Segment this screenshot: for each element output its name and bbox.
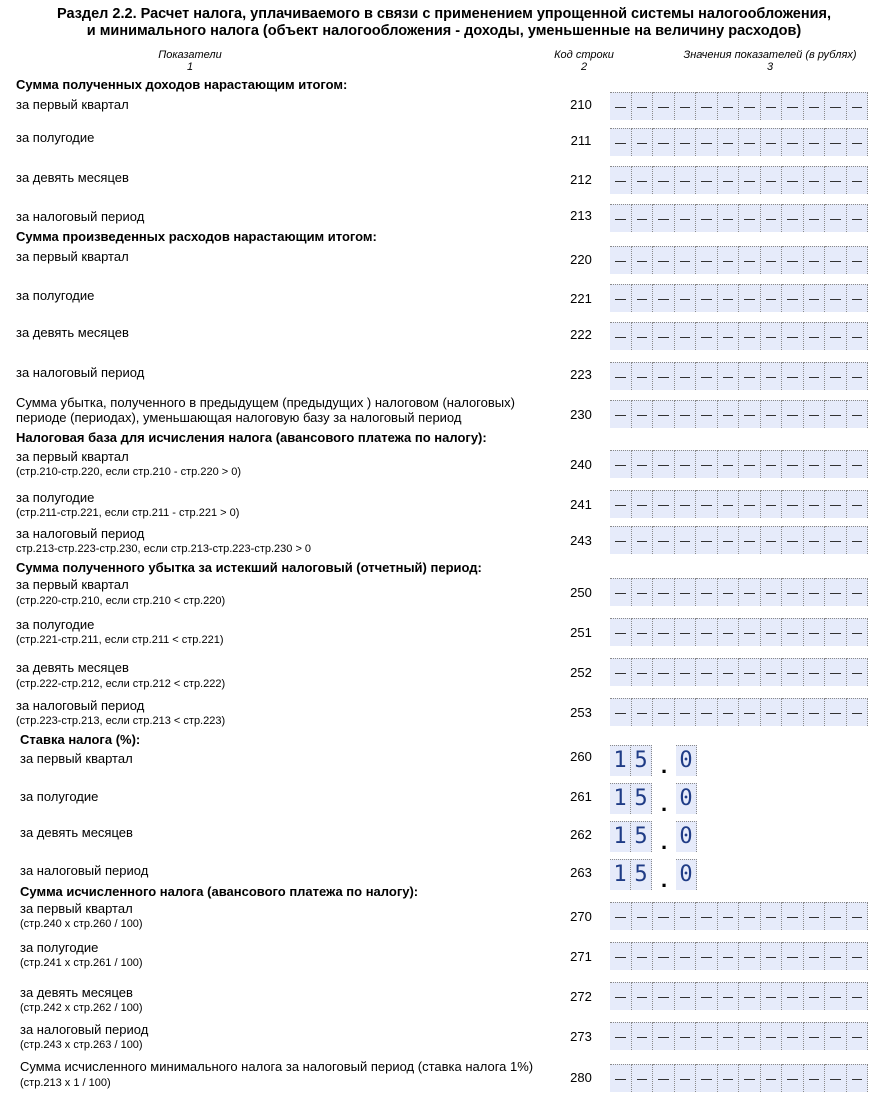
row-code: 210 — [570, 97, 592, 112]
value-field-210[interactable] — [610, 92, 868, 120]
column-header-values: Значения показателей (в рублях) 3 — [683, 49, 857, 73]
section-rate-heading: Ставка налога (%): — [20, 732, 141, 747]
row-label: за первый квартал — [16, 97, 129, 112]
row-formula: (стр.223-стр.213, если стр.213 < стр.223) — [16, 715, 226, 727]
row-label: за полугодие — [16, 617, 95, 632]
section-expenses-heading: Сумма произведенных расходов нарастающим итогом: — [16, 229, 377, 244]
row-formula: (стр.221-стр.211, если стр.211 < стр.221) — [16, 634, 224, 646]
row-code: 260 — [570, 749, 592, 764]
row-code: 212 — [570, 172, 592, 187]
row-label: за налоговый период — [16, 365, 145, 380]
row-label: за налоговый период — [20, 1022, 149, 1037]
row-code: 220 — [570, 252, 592, 267]
row-label: за первый квартал — [16, 577, 129, 592]
row-formula: (стр.240 х стр.260 / 100) — [20, 918, 143, 930]
value-field-230[interactable] — [610, 400, 868, 428]
section-income-heading: Сумма полученных доходов нарастающим итогом: — [16, 77, 348, 92]
decimal-point: . — [660, 829, 668, 854]
tax-rate-field-263[interactable] — [610, 858, 697, 890]
row-label: за налоговый период — [16, 209, 145, 224]
rate-digit: 0 — [676, 745, 697, 776]
section-title-line2: и минимального налога (объект налогообложения - доходы, уменьшенные на величину расходов) — [86, 23, 802, 39]
row-label: за первый квартал — [20, 901, 133, 916]
value-field-220[interactable] — [610, 246, 868, 274]
row-formula: (стр.211-стр.221, если стр.211 - стр.221 > 0) — [16, 507, 240, 519]
row-label: за первый квартал — [16, 449, 129, 464]
row-formula: (стр.222-стр.212, если стр.212 < стр.222) — [16, 678, 226, 690]
row-label: за девять месяцев — [16, 325, 129, 340]
value-field-222[interactable] — [610, 322, 868, 350]
rate-digit: 0 — [676, 783, 697, 814]
section-tax-base-heading: Налоговая база для исчисления налога (авансового платежа по налогу): — [16, 430, 487, 445]
row-code: 262 — [570, 827, 592, 842]
row-label: Сумма исчисленного минимального налога за налоговый период (ставка налога 1%) — [20, 1059, 534, 1074]
row-label: Сумма убытка, полученного в предыдущем (предыдущих ) налоговом (налоговых) — [16, 395, 515, 410]
value-field-221[interactable] — [610, 284, 868, 312]
row-code: 261 — [570, 789, 592, 804]
value-field-251[interactable] — [610, 618, 868, 646]
row-label: за полугодие — [16, 288, 95, 303]
row-code: 252 — [570, 665, 592, 680]
row-code: 273 — [570, 1029, 592, 1044]
rate-digit: 5 — [631, 783, 652, 814]
row-formula: (стр.243 х стр.263 / 100) — [20, 1039, 143, 1051]
rate-digit: 1 — [610, 821, 631, 852]
row-code: 271 — [570, 949, 592, 964]
row-label: за полугодие — [16, 490, 95, 505]
row-label: за первый квартал — [20, 751, 133, 766]
value-field-252[interactable] — [610, 658, 868, 686]
rate-digit: 5 — [631, 745, 652, 776]
row-formula: стр.213-стр.223-стр.230, если стр.213-стр.223-стр.230 > 0 — [16, 543, 312, 555]
rate-digit: 0 — [676, 821, 697, 852]
rate-digit: 0 — [676, 859, 697, 890]
row-code: 272 — [570, 989, 592, 1004]
row-label: за полугодие — [16, 130, 95, 145]
row-code: 250 — [570, 585, 592, 600]
section-tax-heading: Сумма исчисленного налога (авансового платежа по налогу): — [20, 884, 419, 899]
value-field-253[interactable] — [610, 698, 868, 726]
section-loss-heading: Сумма полученного убытка за истекший налоговый (отчетный) период: — [16, 560, 482, 575]
decimal-point: . — [660, 791, 668, 816]
value-field-241[interactable] — [610, 490, 868, 518]
row-formula: (стр.242 х стр.262 / 100) — [20, 1002, 143, 1014]
row-code: 251 — [570, 625, 592, 640]
row-label-continued: периоде (периодах), уменьшающая налоговую базу за налоговый период — [16, 410, 462, 425]
row-label: за полугодие — [20, 940, 99, 955]
row-code: 223 — [570, 367, 592, 382]
row-label: за полугодие — [20, 789, 99, 804]
tax-rate-field-261[interactable] — [610, 782, 697, 814]
row-code: 222 — [570, 327, 592, 342]
row-label: за налоговый период — [16, 698, 145, 713]
value-field-213[interactable] — [610, 204, 868, 232]
tax-rate-field-260[interactable] — [610, 744, 697, 776]
value-field-240[interactable] — [610, 450, 868, 478]
row-label: за девять месяцев — [16, 660, 129, 675]
decimal-point: . — [660, 753, 668, 778]
row-formula: (стр.213 х 1 / 100) — [20, 1077, 111, 1089]
row-formula: (стр.210-стр.220, если стр.210 - стр.220 > 0) — [16, 466, 242, 478]
row-label: за первый квартал — [16, 249, 129, 264]
row-code: 253 — [570, 705, 592, 720]
row-label: за налоговый период — [20, 863, 149, 878]
value-field-272[interactable] — [610, 982, 868, 1010]
tax-rate-field-262[interactable] — [610, 820, 697, 852]
rate-digit: 1 — [610, 745, 631, 776]
value-field-270[interactable] — [610, 902, 868, 930]
row-code: 280 — [570, 1070, 592, 1085]
row-label: за девять месяцев — [20, 985, 133, 1000]
row-code: 213 — [570, 208, 592, 223]
value-field-223[interactable] — [610, 362, 868, 390]
row-label: за девять месяцев — [16, 170, 129, 185]
value-field-273[interactable] — [610, 1022, 868, 1050]
row-code: 241 — [570, 497, 592, 512]
value-field-250[interactable] — [610, 578, 868, 606]
value-field-271[interactable] — [610, 942, 868, 970]
row-formula: (стр.241 х стр.261 / 100) — [20, 957, 143, 969]
row-code: 263 — [570, 865, 592, 880]
value-field-211[interactable] — [610, 128, 868, 156]
value-field-243[interactable] — [610, 526, 868, 554]
value-field-280[interactable] — [610, 1064, 868, 1092]
row-code: 211 — [570, 133, 592, 148]
row-code: 270 — [570, 909, 592, 924]
row-label: за налоговый период — [16, 526, 145, 541]
rate-digit: 5 — [631, 821, 652, 852]
rate-digit: 1 — [610, 859, 631, 890]
decimal-point: . — [660, 867, 668, 892]
column-header-indicators: Показатели 1 — [158, 49, 222, 73]
value-field-212[interactable] — [610, 166, 868, 194]
row-code: 243 — [570, 533, 592, 548]
row-formula: (стр.220-стр.210, если стр.210 < стр.220) — [16, 595, 226, 607]
row-label: за девять месяцев — [20, 825, 133, 840]
section-title-line1: Раздел 2.2. Расчет налога, уплачиваемого в связи с применением упрощенной системы налогообложения, — [56, 6, 832, 22]
row-code: 230 — [570, 407, 592, 422]
row-code: 240 — [570, 457, 592, 472]
column-header-code: Код строки 2 — [554, 49, 614, 73]
rate-digit: 5 — [631, 859, 652, 890]
row-code: 221 — [570, 291, 592, 306]
rate-digit: 1 — [610, 783, 631, 814]
